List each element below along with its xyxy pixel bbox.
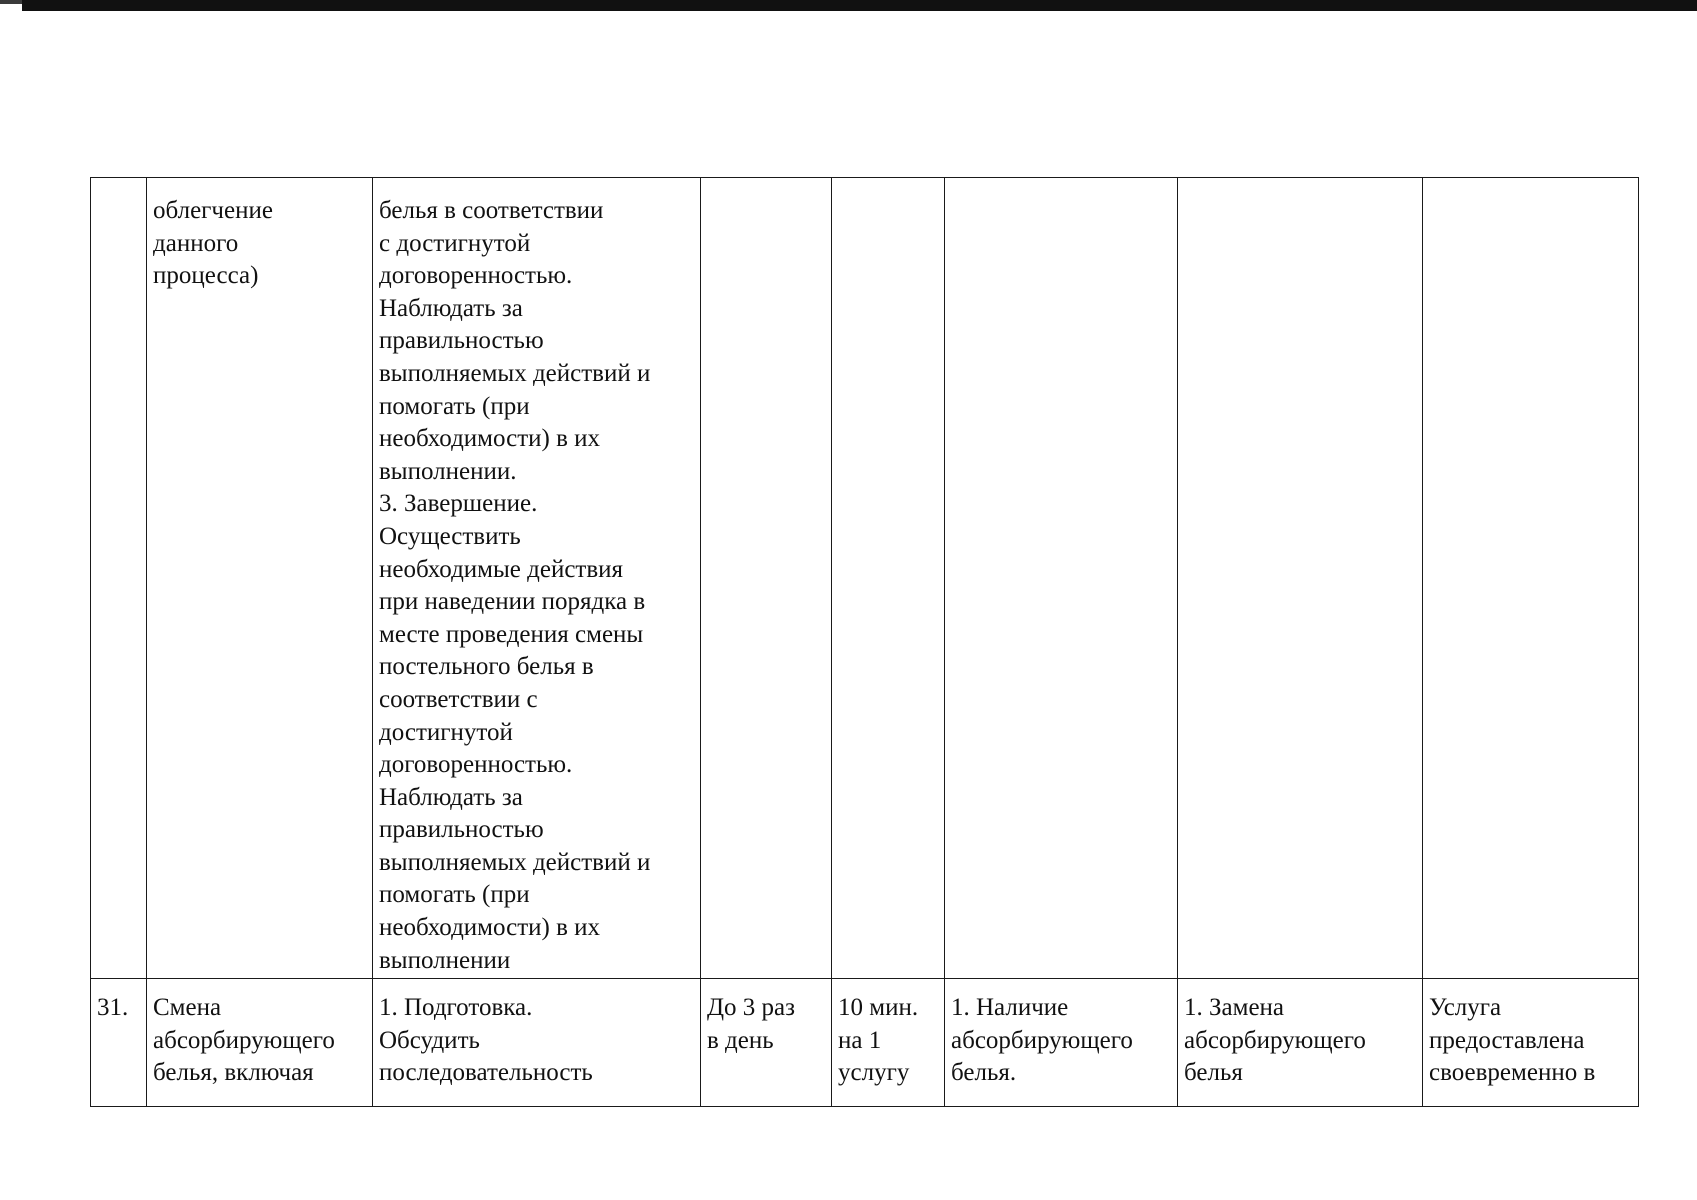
cell-text-line: последовательность bbox=[379, 1059, 593, 1087]
cell-text-line: 1. Наличие bbox=[951, 994, 1069, 1021]
cell-text-line: соответствии с bbox=[379, 685, 538, 713]
cell-text-line: предоставлена bbox=[1429, 1026, 1585, 1054]
conditions-cell bbox=[945, 178, 1178, 979]
evaluation-cell bbox=[1423, 979, 1639, 1107]
evaluation-cell bbox=[1423, 178, 1639, 979]
scan-top-edge-corner bbox=[0, 0, 22, 4]
row-number-cell bbox=[91, 979, 147, 1107]
cell-text-line: выполнении. bbox=[379, 457, 517, 485]
cell-text-line: своевременно в bbox=[1429, 1059, 1596, 1087]
cell-text-line: абсорбирующего bbox=[951, 1026, 1133, 1054]
frequency-cell bbox=[701, 979, 832, 1107]
cell-text-line: услугу bbox=[838, 1059, 910, 1087]
cell-text-line: достигнутой bbox=[379, 718, 513, 746]
cell-text-line: договоренностью. bbox=[379, 262, 573, 290]
cell-text-line: при наведении порядка в bbox=[379, 588, 646, 616]
result-cell bbox=[1178, 979, 1423, 1107]
time-cell bbox=[832, 178, 945, 979]
scan-top-edge bbox=[22, 0, 1697, 11]
cell-text-line: 10 мин. bbox=[838, 994, 919, 1021]
cell-text-line: 1. Подготовка. bbox=[379, 994, 533, 1021]
frequency-cell bbox=[701, 178, 832, 979]
cell-text-line: с достигнутой bbox=[379, 229, 531, 257]
cell-text-line: белья bbox=[1184, 1059, 1243, 1087]
services-table bbox=[90, 177, 1639, 1107]
cell-text-line: выполняемых действий и bbox=[379, 359, 651, 387]
conditions-cell bbox=[945, 979, 1178, 1107]
cell-text-line: абсорбирующего bbox=[1184, 1026, 1366, 1054]
row-number-cell bbox=[91, 178, 147, 979]
cell-text-line: данного bbox=[153, 229, 239, 257]
cell-text-line: Наблюдать за bbox=[379, 294, 523, 322]
cell-text-line: договоренностью. bbox=[379, 751, 573, 779]
cell-text-line: месте проведения смены bbox=[379, 620, 644, 648]
cell-text-line: правильностью bbox=[379, 816, 544, 844]
cell-text-line: облегчение bbox=[153, 197, 273, 224]
cell-text-line: белья в соответствии bbox=[379, 197, 604, 224]
service-name-cell bbox=[147, 178, 373, 979]
cell-text-line: абсорбирующего bbox=[153, 1026, 335, 1054]
cell-text-line: 1. Замена bbox=[1184, 994, 1285, 1021]
cell-text-line: постельного белья в bbox=[379, 653, 594, 681]
cell-text-line: правильностью bbox=[379, 327, 544, 355]
cell-text-line: необходимые действия bbox=[379, 555, 624, 583]
cell-text-line: выполнении bbox=[379, 946, 511, 974]
cell-text-line: До 3 раз bbox=[707, 994, 796, 1021]
time-cell bbox=[832, 979, 945, 1107]
cell-text-line: необходимости) в их bbox=[379, 425, 601, 453]
table-row-continuation bbox=[91, 178, 1639, 979]
cell-text-line: процесса) bbox=[153, 262, 259, 290]
cell-text-line: помогать (при bbox=[379, 881, 530, 909]
service-name-cell bbox=[147, 979, 373, 1107]
row-number: 31. bbox=[97, 994, 129, 1021]
cell-text-line: Смена bbox=[153, 994, 222, 1021]
cell-text-line: 3. Завершение. bbox=[379, 490, 538, 518]
cell-text-line: необходимости) в их bbox=[379, 914, 601, 942]
cell-text-line: в день bbox=[707, 1026, 774, 1054]
result-cell bbox=[1178, 178, 1423, 979]
cell-text-line: белья, включая bbox=[153, 1059, 314, 1087]
cell-text-line: на 1 bbox=[838, 1026, 882, 1054]
table-row-31 bbox=[91, 979, 1639, 1107]
cell-text-line: выполняемых действий и bbox=[379, 848, 651, 876]
procedure-cell bbox=[373, 178, 701, 979]
procedure-cell bbox=[373, 979, 701, 1107]
cell-text-line: Осуществить bbox=[379, 522, 521, 550]
cell-text-line: Услуга bbox=[1429, 994, 1502, 1021]
cell-text-line: Обсудить bbox=[379, 1026, 480, 1054]
cell-text-line: Наблюдать за bbox=[379, 783, 523, 811]
cell-text-line: белья. bbox=[951, 1059, 1017, 1087]
cell-text-line: помогать (при bbox=[379, 392, 530, 420]
